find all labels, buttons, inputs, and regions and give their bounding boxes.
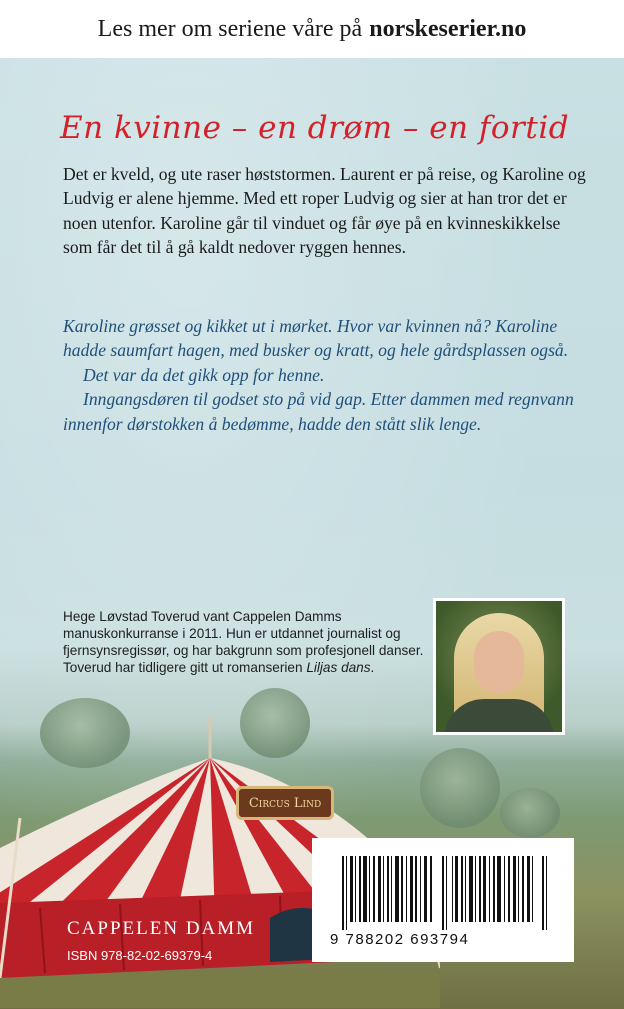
tree-far-right — [500, 788, 560, 838]
author-bio-text: Hege Løvstad Toverud vant Cappelen Damms manuskonkurranse i 2011. Hun er utdannet journalist og fjernsynsregissør, og har bakgrunn som profesjonell danser. Toverud har tidligere gitt ut romanserien — [63, 609, 424, 675]
excerpt — [63, 314, 591, 436]
author-previous-series: Liljas dans — [306, 660, 371, 675]
barcode — [312, 838, 574, 962]
publisher-logo: CAPPELEN DAMM — [67, 918, 256, 939]
blurb-text: Det er kveld, og ute raser høststormen. Laurent er på reise, og Karoline og Ludvig er alene hjemme. Med ett roper Ludvig og sier at han tror det er noen utenfor. Karoline går til vinduet og får øye på en kvinneskikkelse som får det til å gå kaldt nedover ryggen hennes. — [63, 164, 586, 258]
isbn: ISBN 978-82-02-69379-4 — [67, 948, 213, 963]
author-bio — [63, 608, 425, 676]
excerpt-paragraph-2: Det var da det gikk opp for henne. — [83, 364, 325, 385]
tagline: En kvinne – en drøm – en fortid — [60, 110, 570, 146]
circus-sign: Circus Lind — [236, 786, 334, 820]
banner-site-link[interactable]: norskeserier.no — [369, 15, 527, 42]
banner-text: Les mer om seriene våre på — [97, 15, 363, 42]
excerpt-paragraph-3: Inngangsdøren til godset sto på vid gap. Etter dammen med regnvann innenfor dørstokken å bedømme, hadde den stått slik lenge. — [63, 389, 574, 434]
series-banner — [0, 0, 624, 58]
barcode-digits: 9 788202 693794 — [330, 931, 470, 948]
excerpt-paragraph-1: Karoline grøsset og kikket ut i mørket. Hvor var kvinnen nå? Karoline hadde saumfart hagen, med busker og kratt, og hele gårdsplassen også. — [63, 316, 569, 361]
barcode-bars — [342, 856, 552, 930]
author-bio-end: . — [370, 660, 375, 675]
back-cover — [0, 58, 624, 1009]
